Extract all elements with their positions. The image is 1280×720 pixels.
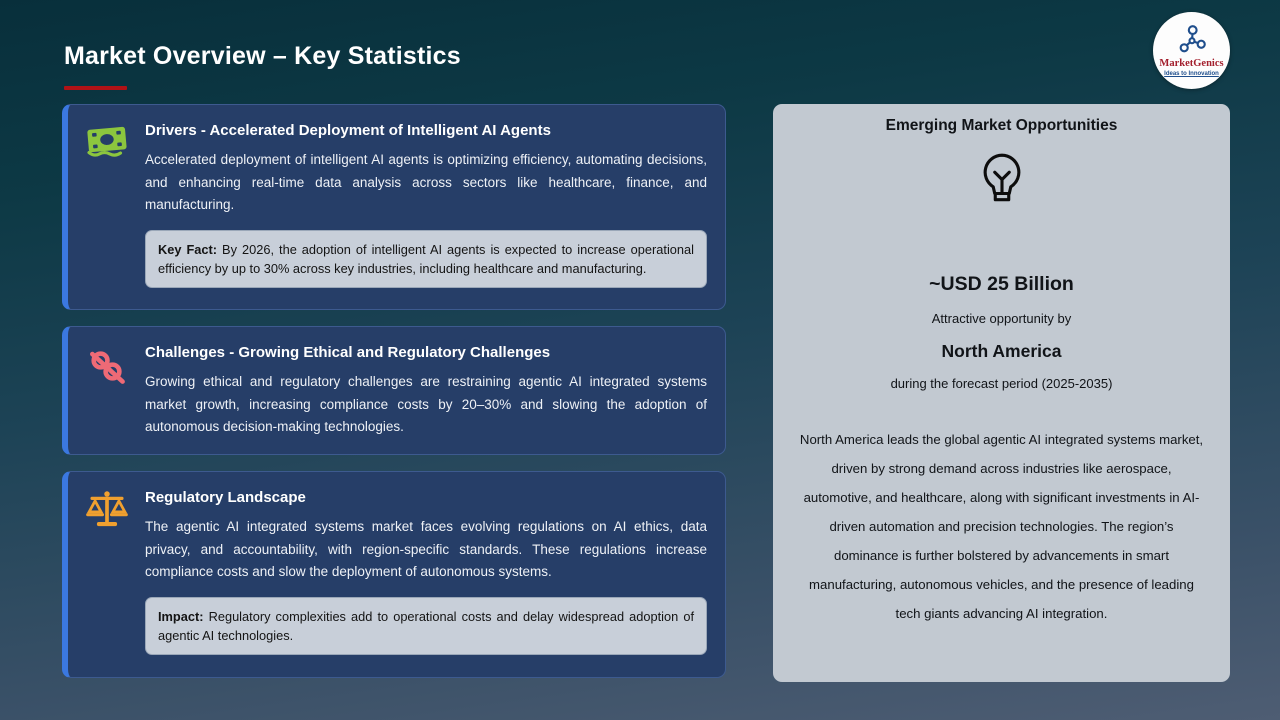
scales-icon [85,487,129,662]
impact-text: Regulatory complexities add to operational costs and delay widespread adoption of agentic AI technologies. [158,609,694,644]
impact-box [145,597,707,655]
opportunity-region: North America [941,341,1062,361]
drivers-card [62,104,726,310]
drivers-title: Drivers - Accelerated Deployment of Intelligent AI Agents [145,122,551,139]
key-fact-label: Key Fact: [158,242,218,258]
lightbulb-icon [799,150,1204,213]
opportunity-period: during the forecast period (2025-2035) [890,376,1113,391]
logo-tagline: Ideas to Innovation [1164,70,1219,77]
regulatory-card [62,471,726,678]
logo-brand: MarketGenics [1159,58,1224,70]
header [0,0,1280,90]
drivers-card-content [145,120,707,294]
content [62,104,1230,682]
opportunities-title: Emerging Market Opportunities [885,117,1118,134]
drivers-body: Accelerated deployment of intelligent AI agents is optimizing efficiency, automating decisions, and enhancing real-time data analysis across sectors like healthcare, finance, and manufacturing. [145,152,707,213]
page-title: Market Overview – Key Statistics [64,42,461,70]
challenges-body: Growing ethical and regulatory challenges are restraining agentic AI integrated systems market growth, increasing compliance costs by 20–30% and slowing the adoption of autonomous decision-making technologies. [145,374,707,435]
challenges-title: Challenges - Growing Ethical and Regulatory Challenges [145,344,551,361]
left-column [62,104,726,678]
regulatory-card-content [145,487,707,662]
opportunity-subtitle: Attractive opportunity by [931,311,1072,326]
opportunities-panel [773,104,1230,682]
title-underline [64,86,127,90]
regulatory-body: The agentic AI integrated systems market faces evolving regulations on AI ethics, data privacy, and accountability, with region-specific standards. These regulations increase compliance costs and slow the deployment of autonomous systems. [145,519,707,580]
opportunity-description: North America leads the global agentic AI integrated systems market, driven by strong demand across industries like aerospace, automotive, and healthcare, along with significant investments in AI-driven automation and precision technologies. The region’s dominance is further bolstered by advancements in smart manufacturing, autonomous vehicles, and the presence of leading tech giants advancing AI integration. [799,432,1204,622]
opportunity-value: ~USD 25 Billion [929,273,1074,295]
challenges-card-content [145,342,707,439]
molecule-icon [1175,23,1209,58]
impact-label: Impact: [158,609,204,625]
key-fact-box [145,230,707,288]
challenges-card [62,326,726,455]
company-logo [1153,12,1230,89]
broken-link-icon [85,342,129,439]
money-icon [85,120,129,294]
regulatory-title: Regulatory Landscape [145,489,306,507]
key-fact-text: By 2026, the adoption of intelligent AI agents is expected to increase operational efficiency by up to 30% across key industries, including healthcare and manufacturing. [158,242,694,277]
